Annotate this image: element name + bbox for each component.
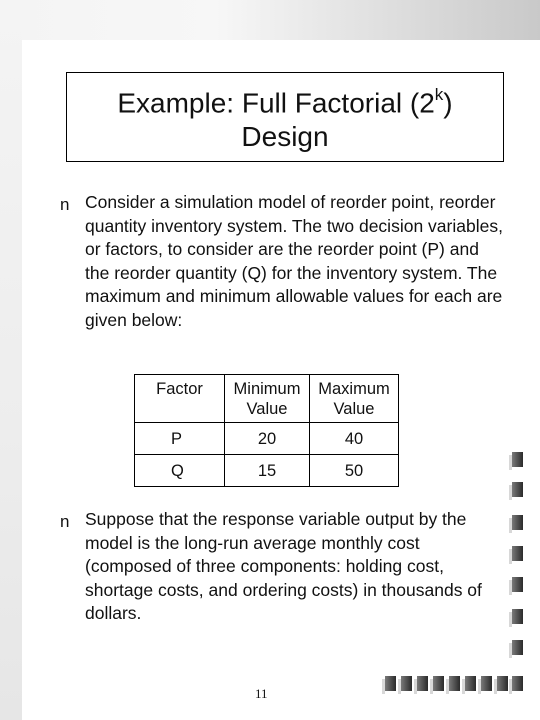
decorative-square [385,676,396,691]
table-cell: 40 [310,423,399,455]
table-row [135,423,399,455]
title-line-2: Design [241,121,329,153]
page-number: 11 [255,686,268,701]
decorative-square [512,577,523,592]
bullet-text-2: Suppose that the response variable output by the model is the long-run average monthly cost (composed of three components: holding cost, shortage costs, and ordering costs) in thousands of dollars. [85,509,482,623]
slide-title [66,72,504,162]
decorative-square [512,515,523,530]
left-gradient-band [0,0,22,720]
table-header-cell: Maximum Value [310,375,399,423]
table-header-cell: Minimum Value [225,375,310,423]
bullet-text-1: Consider a simulation model of reorder point, reorder quantity inventory system. The two decision variables, or factors, to consider are the reorder point (P) and the reorder quantity (Q) for the inventory system. The maximum and minimum allowable values for each are given below: [85,192,503,330]
decorative-square [401,676,412,691]
bullet-marker-icon: n [60,195,70,214]
table-header-row [135,375,399,423]
table-header-cell: Factor [135,375,225,423]
table-cell: 15 [225,455,310,487]
table-cell: 20 [225,423,310,455]
decorative-square [465,676,476,691]
title-superscript: k [434,84,444,104]
decorative-square [512,546,523,561]
title-line-1: Example: Full Factorial (2$^k$) [117,84,453,119]
table-cell: Q [135,455,225,487]
decorative-square [512,609,523,624]
decorative-square [512,482,523,497]
table-cell: 50 [310,455,399,487]
decorative-square [481,676,492,691]
decorative-square [497,676,508,691]
table-cell: P [135,423,225,455]
decorative-square [449,676,460,691]
top-gradient-band [0,0,540,40]
decorative-square [512,676,523,691]
decorative-square [433,676,444,691]
factor-table [134,374,399,487]
decorative-square [417,676,428,691]
decorative-square [512,452,523,467]
table-row [135,455,399,487]
decorative-square [512,640,523,655]
bullet-marker-icon: n [60,512,70,531]
